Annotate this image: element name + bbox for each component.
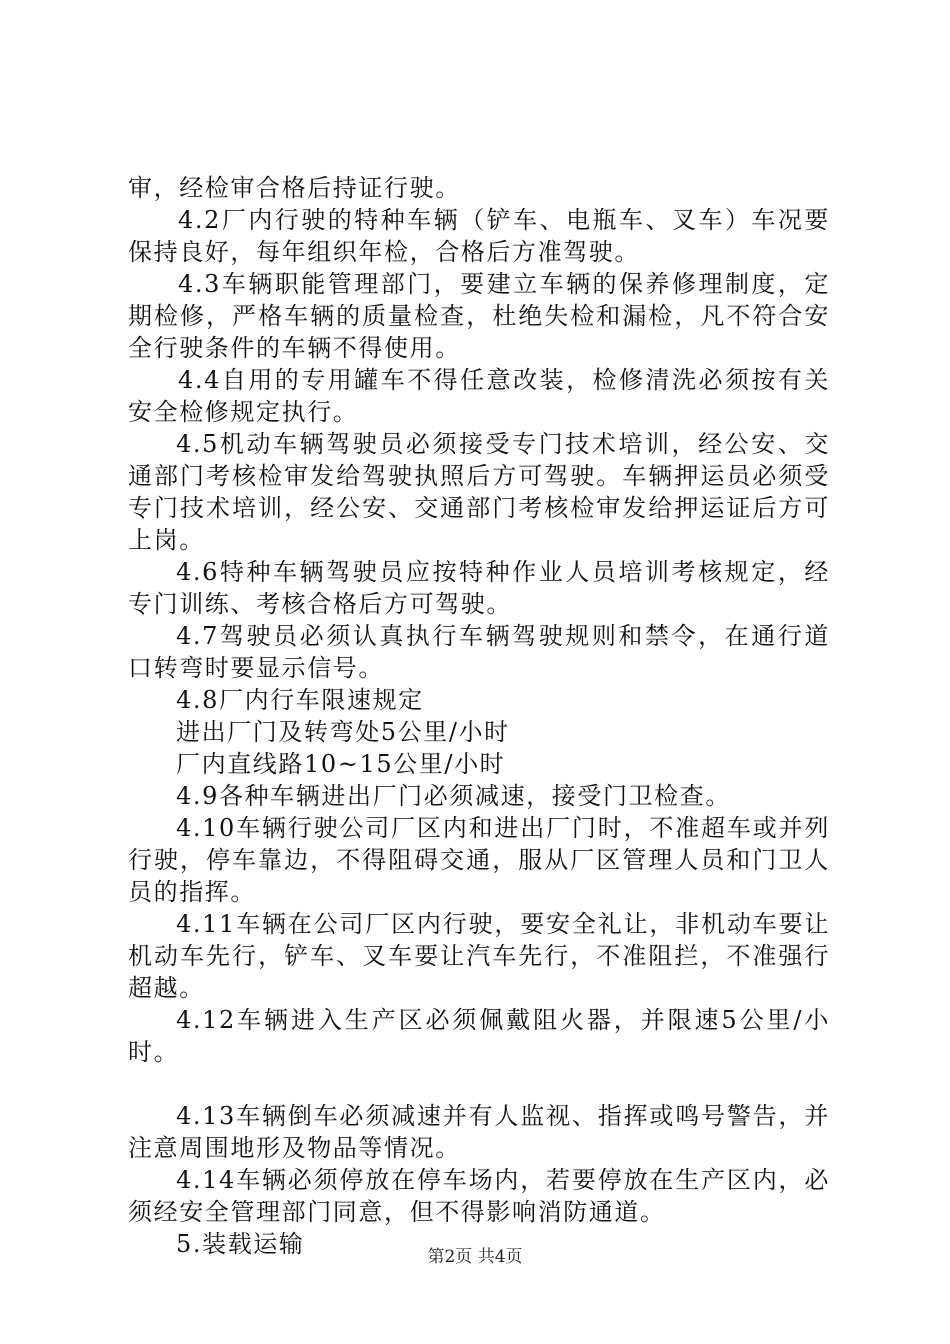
blank-line — [128, 1068, 830, 1100]
paragraph-4-6: 4.6特种车辆驾驶员应按特种作业人员培训考核规定，经专门训练、考核合格后方可驾驶。 — [128, 558, 830, 618]
paragraph-4-10: 4.10车辆行驶公司厂区内和进出厂门时，不准超车或并列行驶，停车靠边，不得阻碍交通，服从厂区管理人员和门卫人员的指挥。 — [128, 814, 830, 906]
paragraph-4-7: 4.7驾驶员必须认真执行车辆驾驶规则和禁令，在通行道口转弯时要显示信号。 — [128, 622, 830, 682]
speed-limit-straight: 厂内直线路10~15公里/小时 — [176, 750, 506, 778]
paragraph-4-14: 4.14车辆必须停放在停车场内，若要停放在生产区内，必须经安全管理部门同意，但不得影响消防通道。 — [128, 1166, 830, 1226]
speed-limit-gate: 进出厂门及转弯处5公里/小时 — [176, 718, 510, 746]
document-body — [128, 172, 830, 1260]
section-heading-5: 5.装载运输 — [176, 1230, 305, 1258]
paragraph-continuation: 审，经检审合格后持证行驶。 — [128, 174, 461, 202]
paragraph-4-4: 4.4自用的专用罐车不得任意改装，检修清洗必须按有关安全检修规定执行。 — [128, 366, 830, 426]
paragraph-4-8: 4.8厂内行车限速规定 — [176, 686, 424, 714]
paragraph-4-9: 4.9各种车辆进出厂门必须减速，接受门卫检查。 — [176, 782, 731, 810]
paragraph-4-12: 4.12车辆进入生产区必须佩戴阻火器，并限速5公里/小时。 — [128, 1006, 830, 1066]
paragraph-4-5: 4.5机动车辆驾驶员必须接受专门技术培训，经公安、交通部门考核检审发给驾驶执照后方可驾驶。车辆押运员必须受专门技术培训，经公安、交通部门考核检审发给押运证后方可上岗。 — [128, 430, 830, 554]
paragraph-4-2: 4.2厂内行驶的特种车辆（铲车、电瓶车、叉车）车况要保持良好，每年组织年检，合格后方准驾驶。 — [128, 206, 830, 266]
paragraph-4-11: 4.11车辆在公司厂区内行驶，要安全礼让，非机动车要让机动车先行，铲车、叉车要让汽车先行，不准阻拦，不准强行超越。 — [128, 910, 830, 1002]
paragraph-4-13: 4.13车辆倒车必须减速并有人监视、指挥或鸣号警告，并注意周围地形及物品等情况。 — [128, 1102, 830, 1162]
paragraph-4-3: 4.3车辆职能管理部门，要建立车辆的保养修理制度，定期检修，严格车辆的质量检查，杜绝失检和漏检，凡不符合安全行驶条件的车辆不得使用。 — [128, 270, 830, 362]
page-footer: 第2页 共4页 — [427, 1247, 523, 1267]
